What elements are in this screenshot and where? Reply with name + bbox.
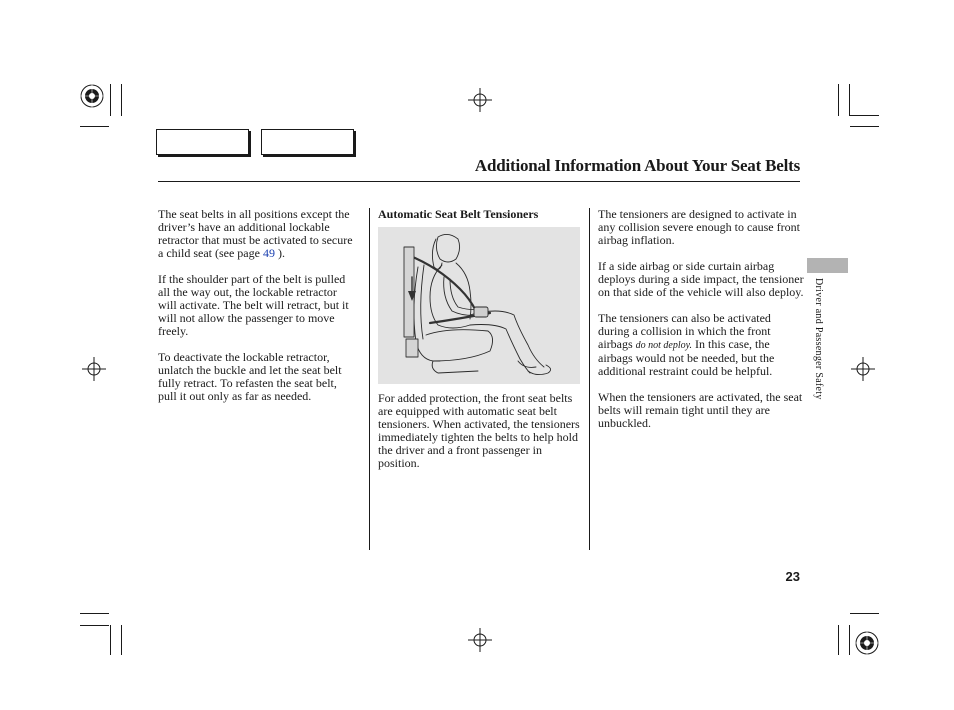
paragraph-tensioners-intro: For added protection, the front seat belts are equipped with automatic seat belt tensioners. When activated, the tensioners immediately tighten the belts to help hold the driver and a front passenger in position. — [378, 391, 580, 470]
paragraph-side-airbag: If a side airbag or side curtain airbag deploys during a side impact, the tensioner on that side of the vehicle will also deploy. — [598, 259, 804, 299]
page-title: Additional Information About Your Seat Belts — [474, 156, 800, 175]
crosshair-left-icon — [82, 357, 106, 381]
paragraph-remain-tight: When the tensioners are activated, the seat belts will remain tight until they are unbuckled. — [598, 390, 803, 430]
page-49-link[interactable]: 49 — [262, 246, 275, 260]
seat-belt-tensioner-figure — [378, 227, 580, 384]
registration-target-icon — [855, 631, 879, 655]
seated-passenger-seat-belt-illustration — [378, 227, 580, 384]
column-3 — [598, 208, 804, 443]
section-tab-label: Driver and Passenger Safety — [813, 278, 824, 400]
crosshair-right-icon — [851, 357, 875, 381]
nav-button-main-menu[interactable] — [156, 129, 249, 155]
column-divider-2 — [589, 208, 590, 550]
section-heading: Automatic Seat Belt Tensioners — [378, 207, 539, 221]
nav-button-table-of-contents[interactable] — [261, 129, 354, 155]
paragraph-lockable-retractor: If the shoulder part of the belt is pulled all the way out, the lockable retractor will activate. The belt will retract, but it will not allow the passenger to move freely. — [158, 272, 349, 338]
column-1 — [158, 208, 358, 416]
page-number: 23 — [785, 569, 800, 584]
section-tab[interactable] — [807, 258, 848, 273]
paragraph-tensioner-activation: The tensioners are designed to activate in any collision severe enough to cause front airbag inflation. — [598, 207, 800, 247]
paragraph-deactivate-retractor: To deactivate the lockable retractor, unlatch the buckle and let the seat belt fully retract. To refasten the seat belt, pull it out only as far as needed. — [158, 350, 342, 403]
title-rule — [158, 181, 800, 182]
crosshair-top-icon — [468, 88, 492, 112]
crosshair-bottom-icon — [468, 628, 492, 652]
registration-target-icon — [80, 84, 104, 108]
column-2-body — [378, 392, 583, 483]
paragraph-child-seat-retractor: The seat belts in all positions except the driver’s have an additional lockable retractor that must be activated to secure a child seat (see page 49 ). — [158, 207, 353, 260]
paragraph-no-deploy: The tensioners can also be activated during a collision in which the front airbags do not deploy. In this case, the airbags would not be needed, but the additional restraint could be helpful. — [598, 311, 775, 378]
column-divider-1 — [369, 208, 370, 550]
